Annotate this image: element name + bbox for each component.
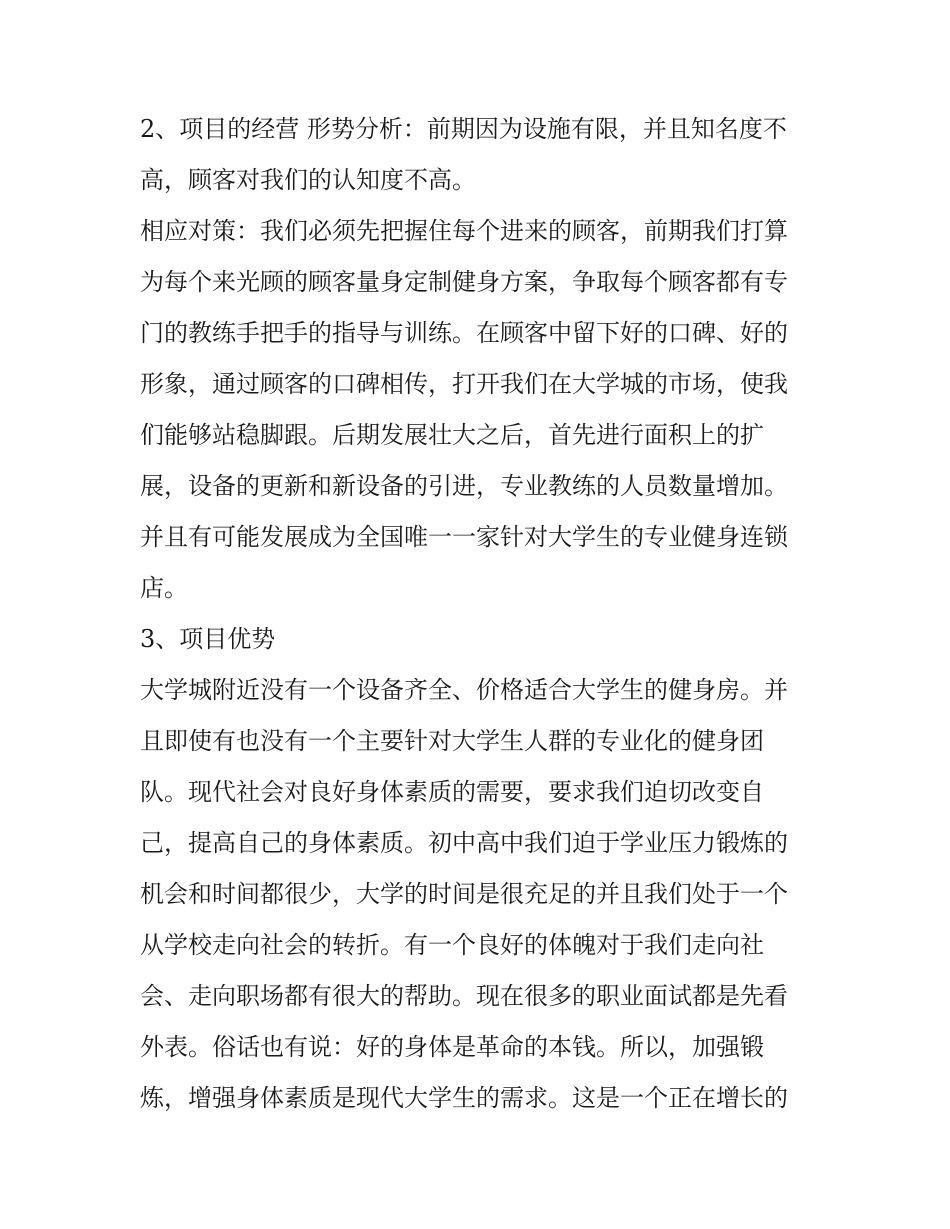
text-line: 队。现代社会对良好身体素质的需要，要求我们迫切改变自 [140, 778, 764, 806]
text-line: 高，顾客对我们的认知度不高。 [140, 166, 476, 194]
text-line: 门的教练手把手的指导与训练。在顾客中留下好的口碑、好的 [140, 319, 788, 347]
text-line: 外表。俗话也有说：好的身体是革命的本钱。所以，加强锻 [140, 1033, 764, 1061]
document-body [140, 104, 810, 1124]
text-line: 己，提高自己的身体素质。初中高中我们迫于学业压力锻炼的 [140, 829, 788, 857]
text-line: 会、走向职场都有很大的帮助。现在很多的职业面试都是先看 [140, 982, 788, 1010]
text-line: 2、项目的经营 形势分析：前期因为设施有限，并且知名度不 [140, 115, 787, 143]
text-line: 大学城附近没有一个设备齐全、价格适合大学生的健身房。并 [140, 676, 788, 704]
text-line: 炼，增强身体素质是现代大学生的需求。这是一个正在增长的 [140, 1084, 788, 1112]
text-line: 为每个来光顾的顾客量身定制健身方案，争取每个顾客都有专 [140, 268, 788, 296]
text-line: 并且有可能发展成为全国唯一一家针对大学生的专业健身连锁 [140, 523, 788, 551]
text-line: 展，设备的更新和新设备的引进，专业教练的人员数量增加。 [140, 472, 788, 500]
text-line: 机会和时间都很少，大学的时间是很充足的并且我们处于一个 [140, 880, 788, 908]
text-line: 从学校走向社会的转折。有一个良好的体魄对于我们走向社 [140, 931, 764, 959]
text-line: 店。 [140, 574, 188, 602]
section-heading: 3、项目优势 [140, 625, 276, 653]
text-line: 且即使有也没有一个主要针对大学生人群的专业化的健身团 [140, 727, 764, 755]
text-line: 形象，通过顾客的口碑相传，打开我们在大学城的市场，使我 [140, 370, 788, 398]
text-line: 们能够站稳脚跟。后期发展壮大之后，首先进行面积上的扩 [140, 421, 764, 449]
text-line: 相应对策：我们必须先把握住每个进来的顾客，前期我们打算 [140, 217, 788, 245]
